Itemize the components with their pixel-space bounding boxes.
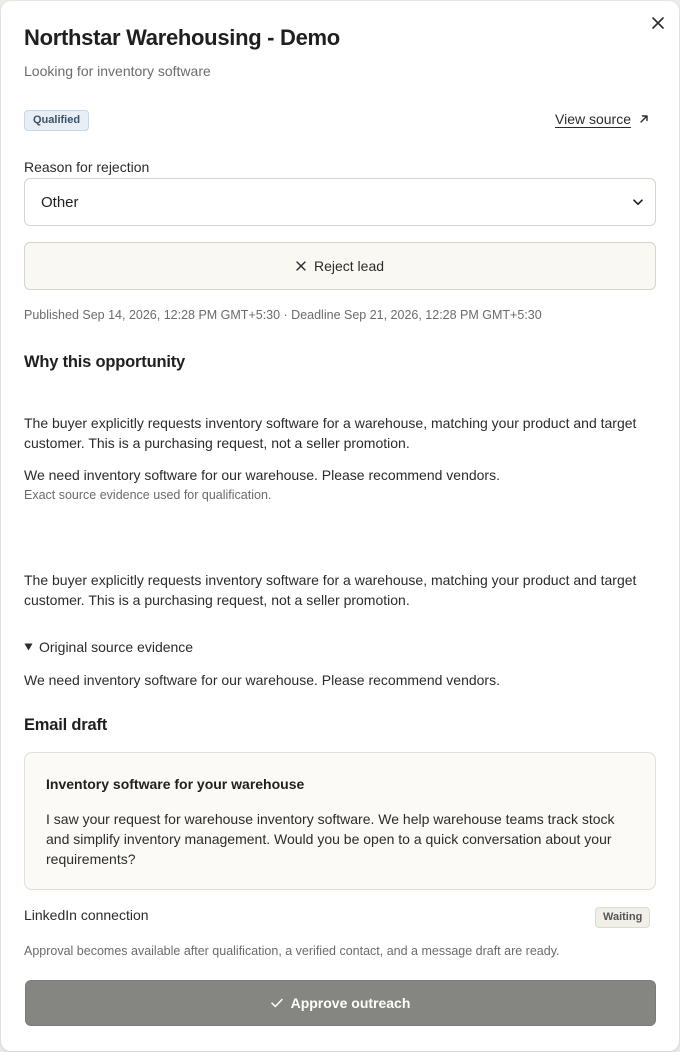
linkedin-connection-label: LinkedIn connection (24, 907, 149, 923)
evidence-note: Exact source evidence used for qualification. (24, 488, 272, 502)
publish-deadline-meta: Published Sep 14, 2026, 12:28 PM GMT+5:30 · Deadline Sep 21, 2026, 12:28 PM GMT+5:30 (24, 308, 542, 322)
approval-note: Approval becomes available after qualification, a verified contact, and a message draft are ready. (24, 944, 560, 958)
opportunity-heading: Why this opportunity (24, 353, 185, 371)
lead-title: Northstar Warehousing - Demo (24, 25, 340, 50)
rejection-reason-label: Reason for rejection (24, 159, 150, 175)
view-source-link[interactable] (555, 111, 649, 127)
chevron-down-icon (633, 199, 643, 206)
rejection-reason-value: Other (41, 193, 79, 211)
evidence-quote: We need inventory software for our warehouse. Please recommend vendors. (24, 467, 500, 483)
opportunity-reason-repeat: The buyer explicitly requests inventory software for a warehouse, matching your product and target customer. This is a purchasing request, not a seller promotion. (24, 572, 637, 608)
lead-subtitle: Looking for inventory software (24, 63, 211, 79)
triangle-down-icon (24, 643, 33, 651)
approve-outreach-label: Approve outreach (290, 995, 411, 1011)
original-evidence-quote: We need inventory software for our warehouse. Please recommend vendors. (24, 672, 500, 688)
email-subject: Inventory software for your warehouse (46, 776, 305, 792)
original-evidence-label: Original source evidence (39, 639, 194, 655)
approve-outreach-button[interactable] (25, 980, 656, 1026)
x-icon (296, 261, 306, 271)
arrow-up-right-icon (639, 114, 649, 124)
close-button[interactable] (650, 15, 666, 31)
reject-lead-button[interactable] (24, 242, 656, 290)
close-icon (652, 17, 664, 29)
linkedin-status-badge: Waiting (595, 907, 650, 928)
email-draft-card[interactable] (24, 752, 656, 890)
email-draft-heading: Email draft (24, 716, 108, 734)
email-body: I saw your request for warehouse inventory software. We help warehouse teams track stock and simplify inventory management. Would you be open to a quick conversation about your requirements? (46, 811, 615, 867)
reject-lead-label: Reject lead (313, 258, 385, 274)
original-evidence-toggle[interactable] (24, 639, 193, 655)
check-icon (271, 998, 283, 1008)
rejection-reason-select[interactable] (24, 178, 656, 226)
lead-detail-panel (1, 1, 679, 1051)
opportunity-reason: The buyer explicitly requests inventory software for a warehouse, matching your product and target customer. This is a purchasing request, not a seller promotion. (24, 415, 637, 451)
view-source-label: View source (555, 111, 632, 127)
status-badge: Qualified (24, 110, 89, 131)
